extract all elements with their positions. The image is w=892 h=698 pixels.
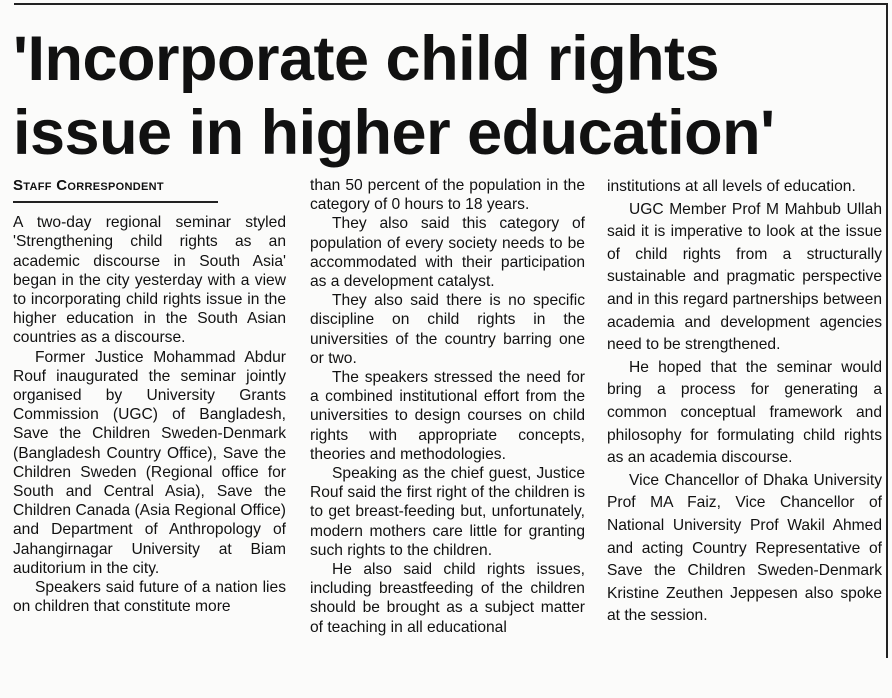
right-rule [886,3,888,658]
column-2 [310,176,585,637]
paragraph: UGC Member Prof M Mahbub Ullah said it is imperative to look at the issue of child rights from a structurally sustainable and pragmatic perspective and in this regard partnerships between academia and development agencies need to be strengthened. [607,200,882,354]
paragraph: Speakers said future of a nation lies on children that constitute more [13,579,286,616]
byline: Staff Correspondent [13,176,218,203]
paragraph: The speakers stressed the need for a combined institutional effort from the universities to design courses on child rights with appropriate concepts, theories and methodologies. [310,369,585,463]
paragraph: They also said there is no specific discipline on child rights in the universities of the country barring one or two. [310,292,585,367]
headline: 'Incorporate child rights issue in higher education' [13,24,775,168]
paragraph: Vice Chancellor of Dhaka University Prof MA Faiz, Vice Chancellor of National University Prof Wakil Ahmed and acting Country Representative of Save the Children Sweden-Denmark Kristine Zeuthen Jeppesen also spoke at the session. [607,471,882,625]
paragraph: than 50 percent of the population in the category of 0 hours to 18 years. [310,177,585,214]
paragraph: Speaking as the chief guest, Justice Rouf said the first right of the children is to get breast-feeding but, unfortunately, modern mothers care little for granting such rights to the children. [310,465,585,559]
paragraph: A two-day regional seminar styled 'Strengthening child rights as an academic discourse in South Asia' began in the city yesterday with a view to incorporating child rights issue in the higher education in the South Asian countries as a discourse. [13,214,286,347]
top-rule [14,3,886,5]
paragraph: They also said this category of population of every society needs to be accommodated with their participation as a development catalyst. [310,215,585,291]
paragraph: institutions at all levels of education. [607,178,856,195]
column-1 [13,176,286,616]
paragraph: He also said child rights issues, including breastfeeding of the children should be brought as a subject matter of teaching in all educational [310,561,585,636]
paragraph: Former Justice Mohammad Abdur Rouf inaugurated the seminar jointly organised by University Grants Commission (UGC) of Bangladesh, Save the Children Sweden-Denmark (Bangladesh Country Office), Save the Children Sweden (Regional office for South and Central Asia), Save the Children Canada (Asia Regional Office) and Department of Anthropology of Jahangirnagar University at Biam auditorium in the city. [13,348,286,577]
column-3 [607,176,882,628]
paragraph: He hoped that the seminar would bring a process for generating a common conceptual framework and philosophy for formulating child rights as an academia discourse. [607,358,882,467]
